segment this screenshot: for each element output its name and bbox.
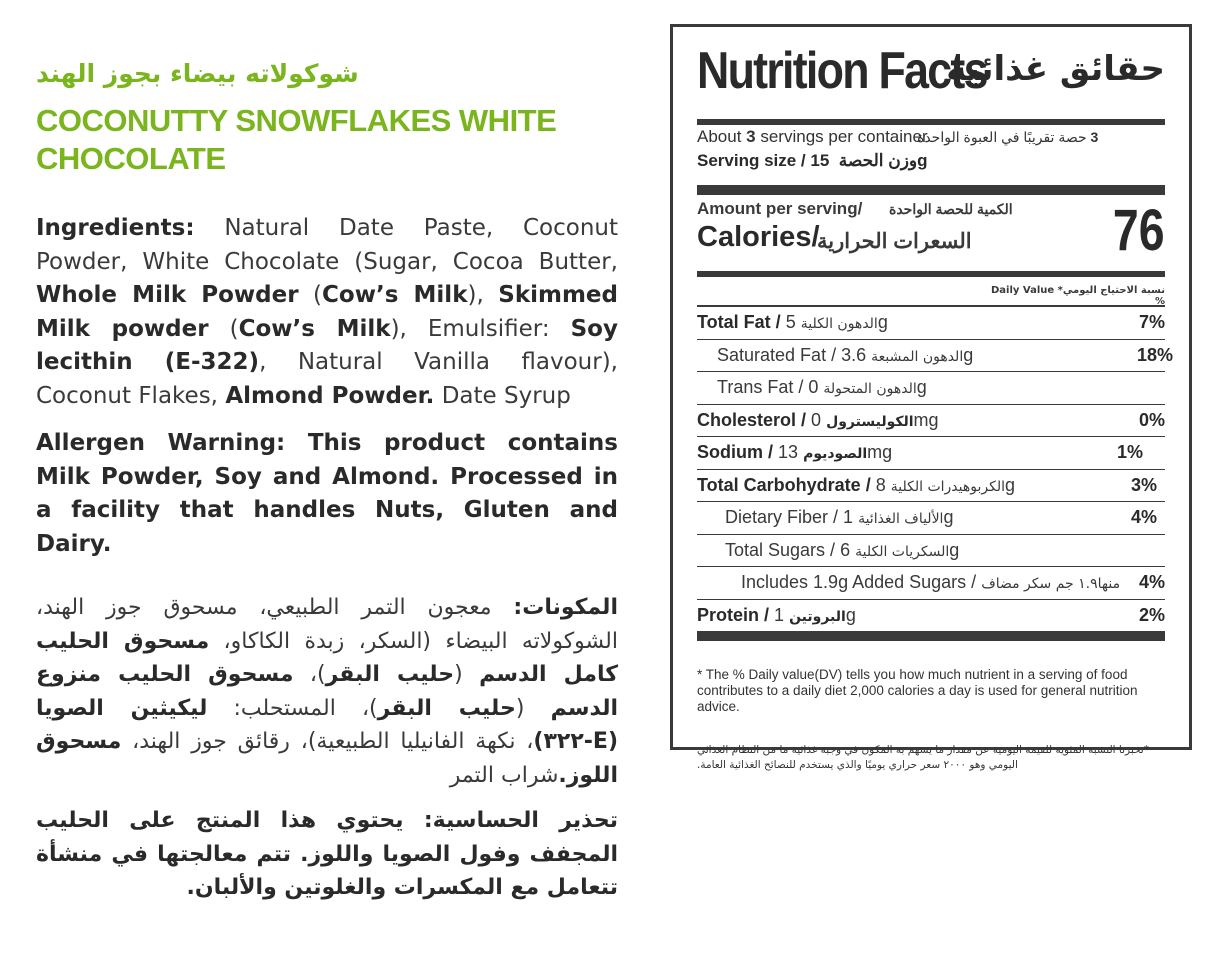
nutrient-row-total-sugars xyxy=(697,535,1165,568)
nutrient-amount: 0mg xyxy=(811,409,939,430)
nutrient-row-cholesterol xyxy=(697,405,1165,438)
nutrient-label-arabic: الدهون المشبعة xyxy=(871,348,964,365)
ingredients-text: شراب التمر xyxy=(449,762,559,788)
nutrient-dv: 7% xyxy=(1138,312,1165,332)
ingredient-bold: Skimmed Milk powder xyxy=(36,282,618,342)
nutrient-amount: 0g xyxy=(808,377,927,397)
nutrient-label-arabic: البروتين xyxy=(789,608,846,625)
ingredients-text: ( xyxy=(208,315,239,342)
nutrient-row-protein xyxy=(697,600,1165,642)
nutrient-label: Total Sugars / xyxy=(725,539,836,560)
nutrient-label-arabic: السكريات الكلية xyxy=(855,543,950,560)
nutrient-row-added-sugars xyxy=(697,567,1165,600)
ingredient-bold: Cow’s Milk xyxy=(238,315,391,342)
calories-section xyxy=(697,195,1165,277)
ingredient-bold: مسحوق الحليب كامل الدسم xyxy=(36,628,618,687)
ingredient-bold: Whole Milk Powder xyxy=(36,282,299,308)
ingredients-text: ), xyxy=(467,282,499,308)
nutrient-label: Dietary Fiber / xyxy=(725,507,839,527)
servings-text-arabic: حصة تقريبًا في العبوة الواحدة xyxy=(917,129,1087,145)
ingredients-arabic xyxy=(36,591,618,792)
nutrient-label-arabic: الدهون الكلية xyxy=(800,316,878,332)
ingredients-text: ( xyxy=(454,662,480,687)
ingredients-text: ( xyxy=(515,695,551,721)
nutrient-amount: 1g xyxy=(774,604,856,625)
ingredients-english xyxy=(36,212,618,413)
ingredients-text: معجون التمر الطبيعي، مسحوق جوز الهند، الشوكولاته البيضاء (السكر، زبدة الكاكاو، xyxy=(36,595,618,654)
servings-section xyxy=(697,125,1165,195)
nutrient-name xyxy=(717,345,973,366)
ingredient-bold: ليكيثين الصويا (E-٣٢٢) xyxy=(36,695,618,754)
nutrient-row-total-fat xyxy=(697,307,1165,340)
ingredients-text: ), Emulsifier: xyxy=(390,315,571,342)
nutrient-label: Total Fat / xyxy=(697,312,781,332)
calories-value: 76 xyxy=(1113,198,1165,263)
allergen-warning-english: Allergen Warning: This product contains Milk Powder, Soy and Almond. Processed in a facility that handles Nuts, Gluten and Dairy. xyxy=(36,430,618,557)
nutrient-label-arabic: الصوديوم xyxy=(803,446,868,462)
ingredients-text: )، المستحلب: xyxy=(207,695,378,721)
nutrient-dv: 2% xyxy=(1138,604,1165,625)
servings-per-container xyxy=(697,127,928,147)
product-text-column xyxy=(36,56,618,905)
nutrient-label-arabic: الألياف الغذائية xyxy=(858,511,944,527)
ingredient-bold: مسحوق اللوز. xyxy=(36,729,618,788)
nutrient-label: Saturated Fat / xyxy=(717,344,837,365)
nutrition-facts-panel xyxy=(670,24,1192,771)
nutrient-dv: 4% xyxy=(1138,572,1165,592)
nutrient-dv: 3% xyxy=(1130,474,1157,495)
nutrient-label: Sodium / xyxy=(697,442,773,462)
nutrient-dv: 18% xyxy=(1136,344,1173,365)
nutrient-name xyxy=(697,605,856,626)
nutrient-amount: 8g xyxy=(875,474,1015,495)
serving-size-label: Serving size / وزن الحصة xyxy=(697,151,918,170)
nutrient-label: Protein / xyxy=(697,604,770,625)
nutrient-name xyxy=(697,475,1015,496)
ingredients-text: ، نكهة الفانيليا الطبيعية)، رقائق جوز الهند، xyxy=(121,729,534,754)
nutrient-label: Trans Fat / xyxy=(717,377,804,397)
ingredients-label: Ingredients: xyxy=(36,215,195,241)
nutrient-amount: 13mg xyxy=(778,442,893,462)
product-title-english: COCONUTTY SNOWFLAKES WHITE CHOCOLATE xyxy=(36,103,557,176)
footnote-arabic: *تخبرنا النسبة المئوية للقيمة اليومية عن مقدار ما يسهم به المكون في وجبة غذائية ما من النظام الغذائي اليومي وهو ٢٠٠٠ سعر حراري يوميًا والذي يستخدم للنصائح الغذائية العامة. xyxy=(697,744,1149,771)
ingredients-text: Date Syrup xyxy=(434,382,571,409)
footnote-english: * The % Daily value(DV) tells you how much nutrient in a serving of food contributes to a daily diet 2,000 calories a day is used for general nutrition advice. xyxy=(697,667,1138,714)
allergen-warning-arabic: تحذير الحساسية: يحتوي هذا المنتج على الحليب المجفف وفول الصويا واللوز. تتم معالجتها في منشأة تتعامل مع المكسرات والغلوتين والألبان. xyxy=(36,808,618,900)
nutrient-label: Includes 1.9g Added Sugars / xyxy=(741,572,977,592)
ingredients-text: ( xyxy=(298,282,323,308)
serving-size-value: 15g xyxy=(810,151,928,170)
nutrient-dv: 0% xyxy=(1138,409,1165,430)
nutrition-title-english: Nutrition Facts xyxy=(697,42,987,100)
nutrient-row-trans-fat xyxy=(697,372,1165,405)
servings-number-arabic: 3 xyxy=(1090,129,1099,145)
daily-value-header xyxy=(697,277,1165,307)
nutrient-name xyxy=(741,572,1120,593)
calories-label-arabic: السعرات الحرارية xyxy=(817,230,972,253)
nutrient-row-dietary-fiber xyxy=(697,502,1165,535)
nutrient-row-saturated-fat xyxy=(697,340,1173,373)
nutrient-name xyxy=(725,540,959,561)
product-title-arabic: شوكولاته بيضاء بجوز الهند xyxy=(36,59,359,88)
nutrient-amount: 5g xyxy=(785,312,888,332)
ingredient-bold: Almond Powder. xyxy=(225,382,435,409)
nutrient-label: Cholesterol / xyxy=(697,409,807,430)
nutrient-amount: 1g xyxy=(843,507,954,527)
nutrient-amount: 6g xyxy=(840,539,960,560)
ingredients-label-arabic: المكونات: xyxy=(513,595,618,620)
calories-label: Calories/ xyxy=(697,221,820,253)
daily-value-header-text: نسبة الاحتياج اليومي* Daily Value % xyxy=(991,285,1165,307)
servings-number: 3 xyxy=(746,127,756,146)
nutrient-row-total-carbohydrate xyxy=(697,470,1165,503)
nutrient-name xyxy=(697,410,939,431)
ingredient-bold: حليب البقر xyxy=(325,662,455,687)
ingredient-bold: حليب البقر xyxy=(377,695,516,721)
nutrient-amount: 3.6g xyxy=(841,344,974,365)
nutrient-dv: 4% xyxy=(1130,507,1157,527)
nutrient-label-arabic: الكوليسترول xyxy=(826,413,914,430)
ingredient-bold: مسحوق الحليب منزوع الدسم xyxy=(36,662,618,721)
ingredients-text: Natural Date Paste, Coconut Powder, White Chocolate (Sugar, Cocoa Butter, xyxy=(36,215,618,275)
amount-per-serving-arabic: الكمية للحصة الواحدة xyxy=(889,201,1013,217)
ingredient-bold: Soy lecithin (E-322) xyxy=(36,315,618,375)
nutrient-label: Total Carbohydrate / xyxy=(697,474,871,495)
nutrient-label-arabic: الدهون المتحولة xyxy=(823,381,917,397)
nutrient-row-sodium xyxy=(697,437,1165,470)
ingredients-text: )، xyxy=(293,662,326,687)
nutrient-label-arabic: الكربوهيدرات الكلية xyxy=(890,478,1005,495)
nutrient-dv: 1% xyxy=(1116,442,1143,462)
nutrient-name xyxy=(697,442,892,463)
nutrient-name xyxy=(717,377,927,398)
serving-size xyxy=(697,151,928,171)
amount-per-serving-label: Amount per serving/ xyxy=(697,199,863,218)
servings-text: About xyxy=(697,127,747,146)
servings-text: servings per container xyxy=(755,127,928,146)
nutrient-name xyxy=(697,312,888,333)
servings-arabic xyxy=(917,129,1098,146)
nutrient-label-arabic: منها١.٩ جم سكر مضاف xyxy=(981,576,1121,592)
ingredients-text: , Natural Vanilla flavour), Coconut Flakes, xyxy=(36,349,618,409)
nutrition-title-arabic: حقائق غذائية xyxy=(946,49,1165,89)
nutrition-header xyxy=(697,27,1165,125)
ingredient-bold: Cow’s Milk xyxy=(322,282,468,308)
nutrient-name xyxy=(725,507,953,528)
